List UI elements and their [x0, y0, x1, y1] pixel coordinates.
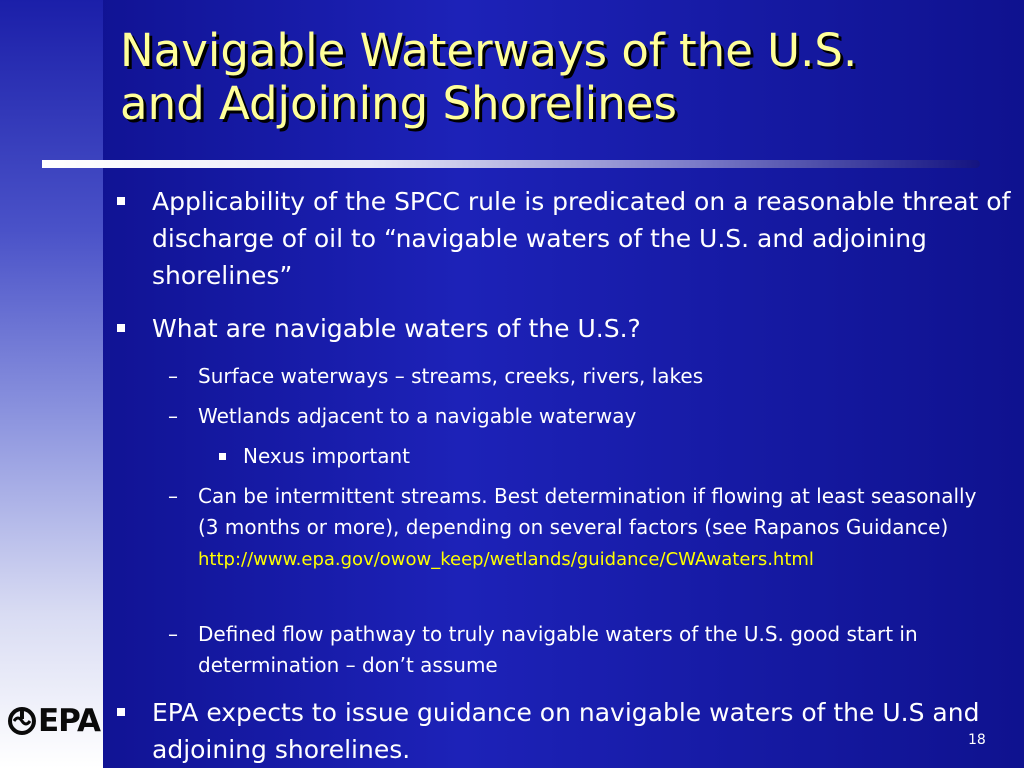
bullet-item [152, 183, 1014, 294]
bullet-item [152, 694, 1014, 768]
epa-logo [8, 700, 100, 742]
sub-bullet-text: Surface waterways – streams, creeks, rivers, lakes [198, 364, 704, 388]
bullet-text: EPA expects to issue guidance on navigable waters of the U.S and adjoining shorelines. [152, 698, 980, 764]
rapanos-guidance-link[interactable]: http://www.epa.gov/owow_keep/wetlands/guidance/CWAwaters.html [198, 549, 814, 570]
title-line-1: Navigable Waterways of the U.S. [120, 24, 858, 77]
dash-bullet-icon: – [168, 364, 178, 388]
sub-sub-bullet-item [243, 441, 843, 472]
title-line-2: and Adjoining Shorelines [120, 77, 677, 130]
square-bullet-icon [219, 453, 226, 460]
sub-bullet-item [168, 481, 998, 575]
epa-flower-icon [8, 707, 36, 735]
dash-bullet-icon: – [168, 484, 178, 508]
sub-bullet-item [168, 401, 998, 432]
page-number: 18 [968, 732, 986, 748]
sub-bullet-item [168, 361, 998, 392]
bullet-item [152, 310, 1014, 347]
square-bullet-icon [117, 197, 125, 205]
sub-bullet-text: Defined flow pathway to truly navigable waters of the U.S. good start in determination – don’t assume [198, 622, 918, 677]
square-bullet-icon [117, 324, 125, 332]
dash-bullet-icon: – [168, 622, 178, 646]
square-bullet-icon [117, 708, 125, 716]
dash-bullet-icon: – [168, 404, 178, 428]
epa-logo-text: EPA [37, 703, 100, 739]
sub-bullet-text: Wetlands adjacent to a navigable waterway [198, 404, 637, 428]
sub-bullet-item [168, 619, 998, 681]
sub-bullet-text: Can be intermittent streams. Best determination if flowing at least seasonally (3 months or more), depending on several factors (see Rapanos Guidance) [198, 484, 977, 539]
bullet-text: What are navigable waters of the U.S.? [152, 314, 641, 343]
bullet-text: Applicability of the SPCC rule is predicated on a reasonable threat of discharge of oil to “navigable waters of the U.S. and adjoining shorelines” [152, 187, 1011, 290]
sub-sub-bullet-text: Nexus important [243, 444, 411, 468]
